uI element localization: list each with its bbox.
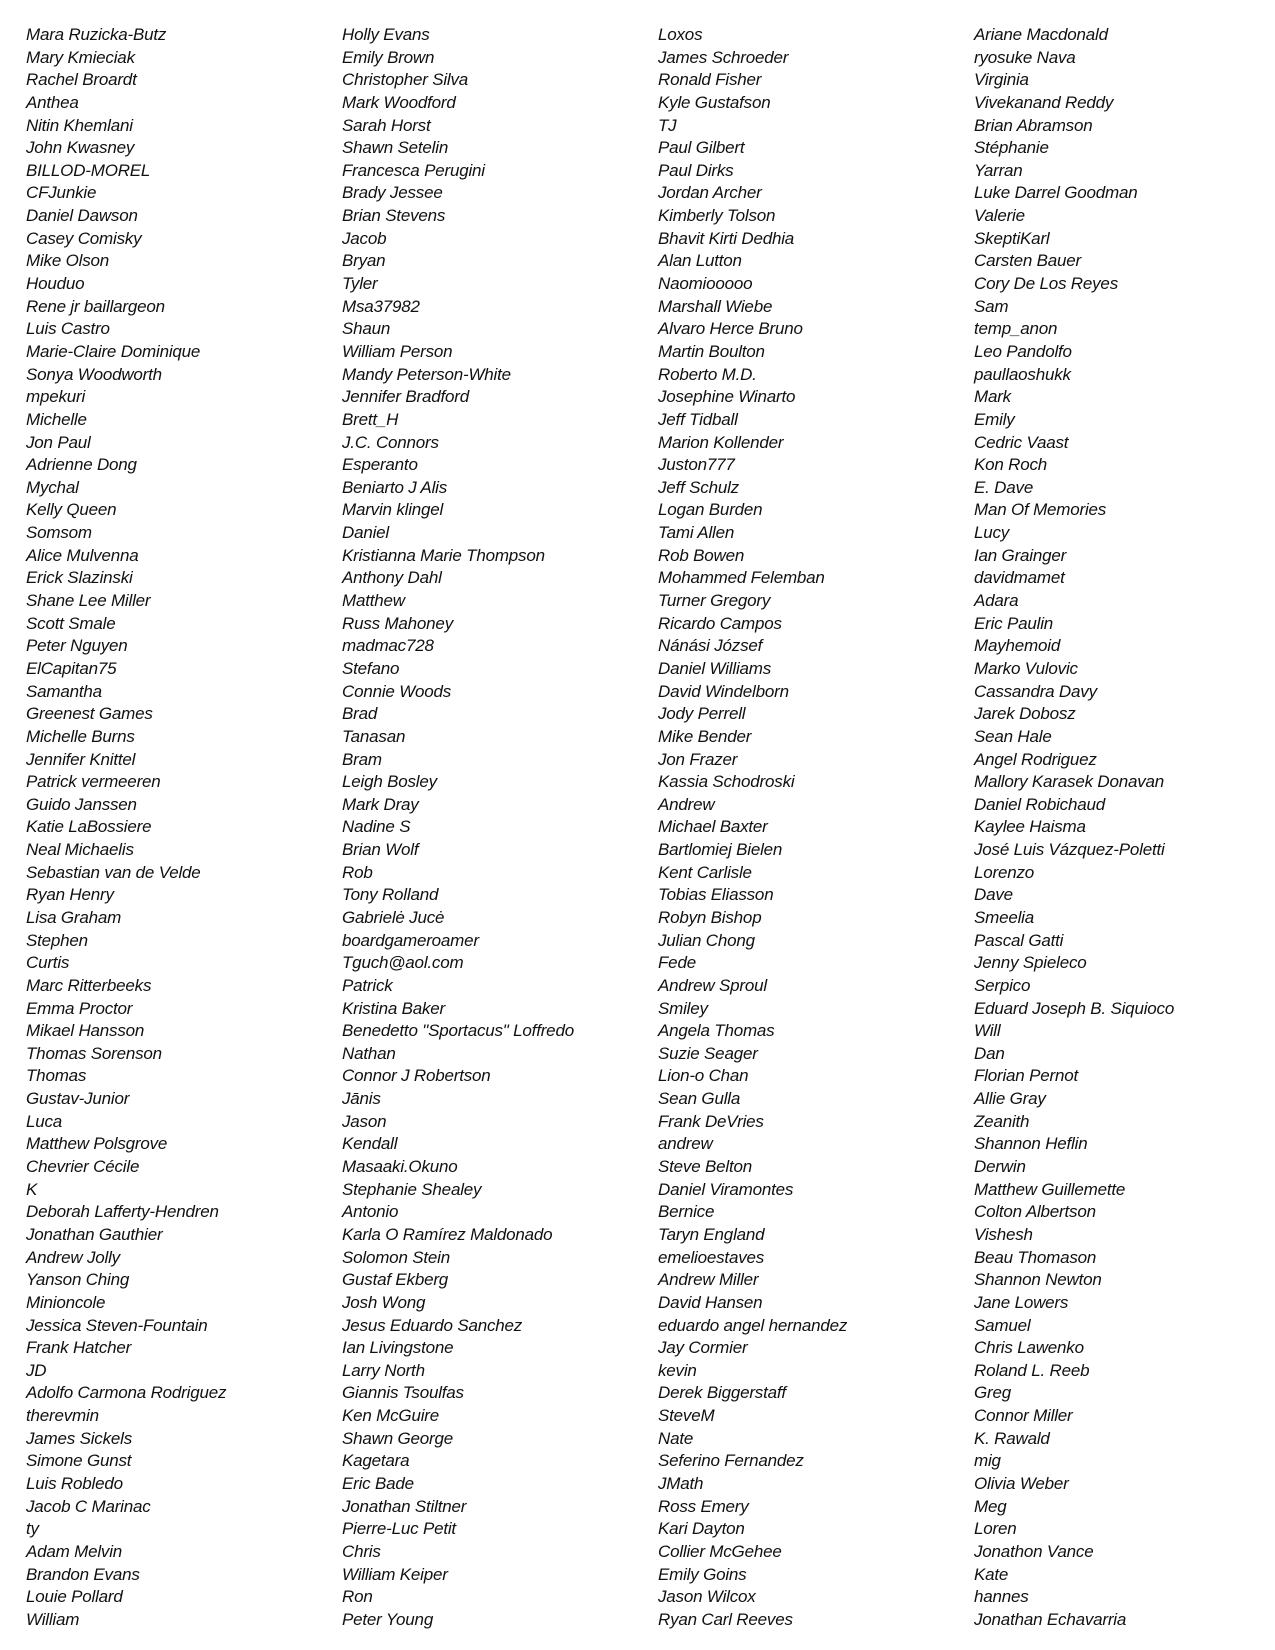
- backer-name: Kent Carlisle: [658, 862, 752, 882]
- backer-name: Jennifer Bradford: [342, 387, 470, 407]
- backer-name: Frank DeVries: [658, 1111, 764, 1131]
- backer-name: Karla O Ramírez Maldonado: [342, 1224, 553, 1244]
- backer-name: Frank Hatcher: [26, 1338, 132, 1358]
- backer-name: Rene jr baillargeon: [26, 296, 165, 316]
- backer-name: kevin: [658, 1360, 697, 1380]
- backer-name: Kaylee Haisma: [974, 817, 1086, 837]
- backer-name: Eric Bade: [342, 1474, 414, 1493]
- backer-name: Sonya Woodworth: [26, 364, 162, 384]
- backer-name: Luke Darrel Goodman: [974, 183, 1138, 203]
- backer-name: Curtis: [26, 953, 70, 973]
- backer-name: Masaaki.Okuno: [342, 1157, 458, 1177]
- backer-name: Emma Proctor: [26, 998, 133, 1018]
- backer-name: Ian Grainger: [974, 545, 1067, 565]
- backer-name: Shaun: [342, 319, 391, 339]
- backer-name: Turner Gregory: [658, 591, 771, 611]
- backer-name: Lucy: [974, 523, 1010, 543]
- backer-name: Alice Mulvenna: [26, 545, 139, 565]
- backer-name: Matthew: [342, 591, 405, 611]
- backer-name: Cedric Vaast: [974, 432, 1069, 452]
- backer-name: Luca: [26, 1111, 63, 1131]
- backer-name: Alvaro Herce Bruno: [658, 319, 803, 339]
- backer-name: K. Rawald: [974, 1428, 1050, 1448]
- backer-name: SkeptiKarl: [974, 228, 1050, 248]
- backer-name: Loren: [974, 1519, 1017, 1539]
- backer-name: Mary Kmieciak: [26, 47, 135, 67]
- backer-name: Robyn Bishop: [658, 907, 762, 927]
- backer-name: Vivekanand Reddy: [974, 92, 1114, 112]
- backer-name: Emily Goins: [658, 1564, 747, 1584]
- backer-name: therevmin: [26, 1406, 99, 1426]
- backer-name: Virginia: [974, 70, 1029, 90]
- backer-name: Jeff Schulz: [658, 477, 739, 497]
- backer-name: Kendall: [342, 1134, 398, 1154]
- backer-name: CFJunkie: [26, 183, 97, 203]
- backer-name: William: [26, 1609, 80, 1629]
- backer-name: Giannis Tsoulfas: [342, 1383, 464, 1403]
- backer-name: Bram: [342, 749, 382, 769]
- backer-name: Brian Wolf: [342, 840, 419, 860]
- backer-name: Valerie: [974, 206, 1025, 226]
- backer-name: Kon Roch: [974, 455, 1048, 475]
- name-column-1: [26, 24, 326, 1631]
- backer-name: Angel Rodriguez: [974, 749, 1097, 769]
- backer-name: Andrew Miller: [658, 1270, 759, 1290]
- backer-name: Daniel: [342, 523, 389, 543]
- backer-name: Tguch@aol.com: [342, 953, 464, 973]
- backer-name: Josh Wong: [342, 1292, 426, 1312]
- backer-name: Thomas: [26, 1066, 87, 1086]
- backer-name: Steve Belton: [658, 1157, 752, 1177]
- backer-name: Benedetto "Sportacus" Loffredo: [342, 1021, 574, 1041]
- backer-name: Shane Lee Miller: [26, 591, 151, 611]
- backer-name: Daniel Dawson: [26, 206, 138, 226]
- backer-name: Derwin: [974, 1157, 1026, 1177]
- backer-name: Ron: [342, 1587, 373, 1607]
- backer-name: JD: [26, 1360, 47, 1380]
- backer-name: Matthew Guillemette: [974, 1179, 1126, 1199]
- backer-name: Man Of Memories: [974, 500, 1107, 520]
- backer-name: Meg: [974, 1496, 1007, 1516]
- backer-name: Kyle Gustafson: [658, 92, 771, 112]
- backer-name: Jonathan Echavarria: [974, 1609, 1127, 1629]
- name-column-4: [974, 24, 1274, 1631]
- backer-name: Jesus Eduardo Sanchez: [342, 1315, 523, 1335]
- backer-name: BILLOD-MOREL: [26, 160, 151, 180]
- backer-name: Stefano: [342, 658, 400, 678]
- backer-name: Marshall Wiebe: [658, 296, 773, 316]
- backer-name: Cory De Los Reyes: [974, 274, 1118, 294]
- backer-name: Tyler: [342, 274, 378, 294]
- backer-name: Daniel Williams: [658, 658, 772, 678]
- backer-name: Jeff Tidball: [658, 409, 738, 429]
- name-column-2: [342, 24, 642, 1631]
- backer-name: Kristianna Marie Thompson: [342, 545, 545, 565]
- backer-name: Beau Thomason: [974, 1247, 1097, 1267]
- backer-name: TJ: [658, 115, 677, 135]
- backer-name: Lorenzo: [974, 862, 1035, 882]
- backer-name: Angela Thomas: [658, 1021, 775, 1041]
- backer-name: Christopher Silva: [342, 70, 469, 90]
- backer-name: andrew: [658, 1134, 713, 1154]
- backer-name: Anthea: [26, 92, 79, 112]
- backer-name: Vishesh: [974, 1224, 1033, 1244]
- backer-name: José Luis Vázquez-Poletti: [974, 840, 1165, 860]
- backer-name: Brian Stevens: [342, 206, 446, 226]
- backer-name: John Kwasney: [26, 138, 135, 158]
- backer-name: Logan Burden: [658, 500, 763, 520]
- backer-name: Chevrier Cécile: [26, 1157, 140, 1177]
- backer-name: Brandon Evans: [26, 1564, 140, 1584]
- backer-name: Ken McGuire: [342, 1406, 440, 1426]
- backer-name: Shannon Heflin: [974, 1134, 1088, 1154]
- backer-name: Jason: [342, 1111, 387, 1131]
- backer-name: Chris: [342, 1541, 381, 1561]
- backer-name: Mark Dray: [342, 794, 419, 814]
- backer-name: Colton Albertson: [974, 1202, 1096, 1222]
- backer-name: Bartlomiej Bielen: [658, 840, 783, 860]
- backer-name: Allie Gray: [974, 1089, 1046, 1109]
- backer-name: Jody Perrell: [658, 704, 746, 724]
- backer-name: Jacob: [342, 228, 387, 248]
- backer-name: Serpico: [974, 975, 1031, 995]
- backer-name: Marc Ritterbeeks: [26, 975, 152, 995]
- backer-name: Minioncole: [26, 1292, 106, 1312]
- backer-name: Paul Gilbert: [658, 138, 745, 158]
- backer-name: Jordan Archer: [658, 183, 762, 203]
- backer-name: mpekuri: [26, 387, 86, 407]
- backer-name: Marie-Claire Dominique: [26, 341, 201, 361]
- backer-name: Marvin klingel: [342, 500, 444, 520]
- backer-name: Mohammed Felemban: [658, 568, 825, 588]
- backer-name: Mara Ruzicka-Butz: [26, 25, 167, 44]
- backer-name: David Hansen: [658, 1292, 763, 1312]
- backer-name: Samantha: [26, 681, 102, 701]
- backer-name: Gustaf Ekberg: [342, 1270, 449, 1290]
- backer-name: Mark Woodford: [342, 92, 456, 112]
- backer-name: James Schroeder: [658, 47, 789, 67]
- backer-name: Shawn Setelin: [342, 138, 449, 158]
- backer-name: Peter Young: [342, 1609, 434, 1629]
- backer-name: Alan Lutton: [658, 251, 742, 271]
- backer-name: Antonio: [342, 1202, 399, 1222]
- backer-name: davidmamet: [974, 568, 1065, 588]
- backer-name: Sean Hale: [974, 726, 1052, 746]
- backer-name: Dave: [974, 885, 1013, 905]
- backer-name: Marko Vulovic: [974, 658, 1078, 678]
- backer-name: Jon Paul: [26, 432, 91, 452]
- backer-name: William Keiper: [342, 1564, 448, 1584]
- backer-name: Louie Pollard: [26, 1587, 123, 1607]
- backer-name: Loxos: [658, 25, 703, 44]
- backer-name: Roland L. Reeb: [974, 1360, 1090, 1380]
- backer-name: Adrienne Dong: [26, 455, 137, 475]
- backer-name: Kate: [974, 1564, 1009, 1584]
- backer-name: Andrew: [658, 794, 715, 814]
- backer-name: Mark: [974, 387, 1011, 407]
- backer-name: Taryn England: [658, 1224, 765, 1244]
- backer-name: Smiley: [658, 998, 708, 1018]
- backer-name: Anthony Dahl: [342, 568, 442, 588]
- backer-name: Marion Kollender: [658, 432, 784, 452]
- backer-name: Cassandra Davy: [974, 681, 1097, 701]
- backer-name: ty: [26, 1519, 39, 1539]
- backer-name: Greg: [974, 1383, 1011, 1403]
- backer-name: Kelly Queen: [26, 500, 117, 520]
- backer-name: Ian Livingstone: [342, 1338, 454, 1358]
- backer-name: Nate: [658, 1428, 694, 1448]
- backer-name: Andrew Sproul: [658, 975, 767, 995]
- backer-name: Beniarto J Alis: [342, 477, 448, 497]
- backer-name: Francesca Perugini: [342, 160, 485, 180]
- backer-name: Guido Janssen: [26, 794, 137, 814]
- backer-name: Mayhemoid: [974, 636, 1061, 656]
- backer-name: Solomon Stein: [342, 1247, 450, 1267]
- backer-name: Josephine Winarto: [658, 387, 796, 407]
- backer-name: Stephanie Shealey: [342, 1179, 482, 1199]
- backer-name: Tobias Eliasson: [658, 885, 774, 905]
- backer-name: Scott Smale: [26, 613, 116, 633]
- backer-name: James Sickels: [26, 1428, 133, 1448]
- backer-name: Simone Gunst: [26, 1451, 132, 1471]
- backer-name: Pierre-Luc Petit: [342, 1519, 456, 1539]
- backer-name: ElCapitan75: [26, 658, 117, 678]
- backer-name: Thomas Sorenson: [26, 1043, 162, 1063]
- backer-name: Russ Mahoney: [342, 613, 453, 633]
- backer-name: Jonathan Gauthier: [26, 1224, 163, 1244]
- name-column-3: [658, 24, 958, 1631]
- backer-name: Jessica Steven-Fountain: [26, 1315, 208, 1335]
- backer-name: Lisa Graham: [26, 907, 122, 927]
- backer-name: Smeelia: [974, 907, 1035, 927]
- backer-name: Will: [974, 1021, 1001, 1041]
- backer-name: Ricardo Campos: [658, 613, 782, 633]
- backer-name: Nadine S: [342, 817, 411, 837]
- backer-name: Gabrielė Jucė: [342, 907, 445, 927]
- backer-name: Daniel Viramontes: [658, 1179, 794, 1199]
- backer-name: SteveM: [658, 1406, 715, 1426]
- backer-name: Luis Castro: [26, 319, 110, 339]
- backer-name: Jenny Spieleco: [974, 953, 1087, 973]
- backer-name: Leo Pandolfo: [974, 341, 1072, 361]
- backer-name: Jacob C Marinac: [26, 1496, 151, 1516]
- backer-name: Michelle: [26, 409, 87, 429]
- backer-name: Jay Cormier: [658, 1338, 748, 1358]
- backer-name: Patrick vermeeren: [26, 772, 161, 792]
- backer-name: Nánási József: [658, 636, 763, 656]
- backer-name: Chris Lawenko: [974, 1338, 1084, 1358]
- backer-name: Jason Wilcox: [658, 1587, 756, 1607]
- backer-name: Martin Boulton: [658, 341, 765, 361]
- backer-name: Stephen: [26, 930, 88, 950]
- backer-name: Bryan: [342, 251, 386, 271]
- backer-name: Sarah Horst: [342, 115, 431, 135]
- backer-name: Mikael Hansson: [26, 1021, 145, 1041]
- backer-name: Julian Chong: [658, 930, 755, 950]
- backer-name: Jarek Dobosz: [974, 704, 1076, 724]
- backer-name: paullaoshukk: [974, 364, 1071, 384]
- backer-name: David Windelborn: [658, 681, 789, 701]
- backer-name: Bernice: [658, 1202, 715, 1222]
- backer-name: Roberto M.D.: [658, 364, 757, 384]
- backer-name: Larry North: [342, 1360, 425, 1380]
- backer-name: Jane Lowers: [974, 1292, 1069, 1312]
- backer-name: Tami Allen: [658, 523, 735, 543]
- backer-name: Samuel: [974, 1315, 1031, 1335]
- backer-name: Seferino Fernandez: [658, 1451, 804, 1471]
- backer-name: Pascal Gatti: [974, 930, 1064, 950]
- backer-name: Shawn George: [342, 1428, 454, 1448]
- backer-name: Mandy Peterson-White: [342, 364, 511, 384]
- backer-name: Deborah Lafferty-Hendren: [26, 1202, 219, 1222]
- backer-name: Emily Brown: [342, 47, 435, 67]
- backer-name: Luis Robledo: [26, 1474, 123, 1493]
- backer-name: temp_anon: [974, 319, 1058, 339]
- backer-name: J.C. Connors: [342, 432, 439, 452]
- backer-name: Matthew Polsgrove: [26, 1134, 168, 1154]
- backer-name: Mike Bender: [658, 726, 752, 746]
- backer-name: Ryan Henry: [26, 885, 114, 905]
- backer-name: Greenest Games: [26, 704, 153, 724]
- backer-name: Eduard Joseph B. Siquioco: [974, 998, 1175, 1018]
- backer-name: emelioestaves: [658, 1247, 765, 1267]
- backer-name: Nitin Khemlani: [26, 115, 133, 135]
- backer-name: Brady Jessee: [342, 183, 443, 203]
- backer-name: Ronald Fisher: [658, 70, 762, 90]
- backer-name: Sean Gulla: [658, 1089, 741, 1109]
- backer-name: Holly Evans: [342, 25, 430, 44]
- backer-name: Collier McGehee: [658, 1541, 782, 1561]
- backer-name: Connor Miller: [974, 1406, 1073, 1426]
- backer-name: Patrick: [342, 975, 393, 995]
- backer-name: Ryan Carl Reeves: [658, 1609, 793, 1629]
- backer-name: Andrew Jolly: [26, 1247, 120, 1267]
- backer-name: Peter Nguyen: [26, 636, 128, 656]
- backer-name: Paul Dirks: [658, 160, 734, 180]
- backer-name: Sam: [974, 296, 1009, 316]
- backer-name: boardgameroamer: [342, 930, 479, 950]
- backer-name: Carsten Bauer: [974, 251, 1082, 271]
- backer-name: ryosuke Nava: [974, 47, 1076, 67]
- backer-name: Bhavit Kirti Dedhia: [658, 228, 795, 248]
- backer-name: Stéphanie: [974, 138, 1049, 158]
- backer-name: Ross Emery: [658, 1496, 749, 1516]
- backer-name: Neal Michaelis: [26, 840, 134, 860]
- backer-name: Esperanto: [342, 455, 418, 475]
- backer-name: Yarran: [974, 160, 1023, 180]
- backer-name: Ariane Macdonald: [974, 25, 1108, 44]
- backer-name: Zeanith: [974, 1111, 1030, 1131]
- backer-name: mig: [974, 1451, 1001, 1471]
- backer-name: Mike Olson: [26, 251, 110, 271]
- backer-name: Katie LaBossiere: [26, 817, 152, 837]
- backer-name: Connie Woods: [342, 681, 452, 701]
- backer-name: Lion-o Chan: [658, 1066, 749, 1086]
- backer-name: Jonathan Stiltner: [342, 1496, 467, 1516]
- backer-name: Dan: [974, 1043, 1005, 1063]
- backer-name: Somsom: [26, 523, 92, 543]
- backer-name: Mychal: [26, 477, 79, 497]
- backer-name: Juston777: [658, 455, 735, 475]
- backer-name: Msa37982: [342, 296, 420, 316]
- backer-name: Jonathon Vance: [974, 1541, 1094, 1561]
- backer-name: Casey Comisky: [26, 228, 142, 248]
- backer-name: Rob: [342, 862, 373, 882]
- backer-name: Adam Melvin: [26, 1541, 123, 1561]
- backer-name: Rob Bowen: [658, 545, 745, 565]
- backer-name: Jon Frazer: [658, 749, 738, 769]
- backer-name: Kristina Baker: [342, 998, 446, 1018]
- backer-name: Naomiooooo: [658, 274, 753, 294]
- backer-name: Adara: [974, 591, 1019, 611]
- backer-name: Sebastian van de Velde: [26, 862, 201, 882]
- backer-name: Kari Dayton: [658, 1519, 745, 1539]
- backer-name: Eric Paulin: [974, 613, 1054, 633]
- backer-name: Kimberly Tolson: [658, 206, 776, 226]
- backer-name: Connor J Robertson: [342, 1066, 491, 1086]
- backer-name: Jennifer Knittel: [26, 749, 136, 769]
- backer-name: Brian Abramson: [974, 115, 1093, 135]
- backer-name: Rachel Broardt: [26, 70, 137, 90]
- backer-name: JMath: [658, 1474, 704, 1493]
- backer-name: Shannon Newton: [974, 1270, 1102, 1290]
- backer-name: madmac728: [342, 636, 434, 656]
- backer-name: Tony Rolland: [342, 885, 439, 905]
- backer-name: Houduo: [26, 274, 85, 294]
- backer-name: eduardo angel hernandez: [658, 1315, 848, 1335]
- backer-name: Brett_H: [342, 409, 399, 429]
- backer-name: Leigh Bosley: [342, 772, 437, 792]
- backer-name: Kagetara: [342, 1451, 410, 1471]
- backer-name: K: [26, 1179, 38, 1199]
- backer-name: Olivia Weber: [974, 1474, 1069, 1493]
- backer-name: Tanasan: [342, 726, 406, 746]
- backer-name: Adolfo Carmona Rodriguez: [26, 1383, 227, 1403]
- backer-name: Erick Slazinski: [26, 568, 133, 588]
- backer-name: William Person: [342, 341, 453, 361]
- backer-name: Suzie Seager: [658, 1043, 758, 1063]
- backer-name: Mallory Karasek Donavan: [974, 772, 1165, 792]
- backer-name: Daniel Robichaud: [974, 794, 1105, 814]
- backer-name: Brad: [342, 704, 378, 724]
- backer-name: Michael Baxter: [658, 817, 768, 837]
- backer-name: Jānis: [342, 1089, 381, 1109]
- backer-name: Kassia Schodroski: [658, 772, 795, 792]
- backer-name: Florian Pernot: [974, 1066, 1078, 1086]
- backer-name: E. Dave: [974, 477, 1034, 497]
- backer-name: Michelle Burns: [26, 726, 135, 746]
- backer-name: Yanson Ching: [26, 1270, 130, 1290]
- backer-name: Derek Biggerstaff: [658, 1383, 786, 1403]
- backer-name: Emily: [974, 409, 1015, 429]
- backer-name: Nathan: [342, 1043, 396, 1063]
- backer-name: Gustav-Junior: [26, 1089, 130, 1109]
- backer-name: Fede: [658, 953, 696, 973]
- backer-name: hannes: [974, 1587, 1029, 1607]
